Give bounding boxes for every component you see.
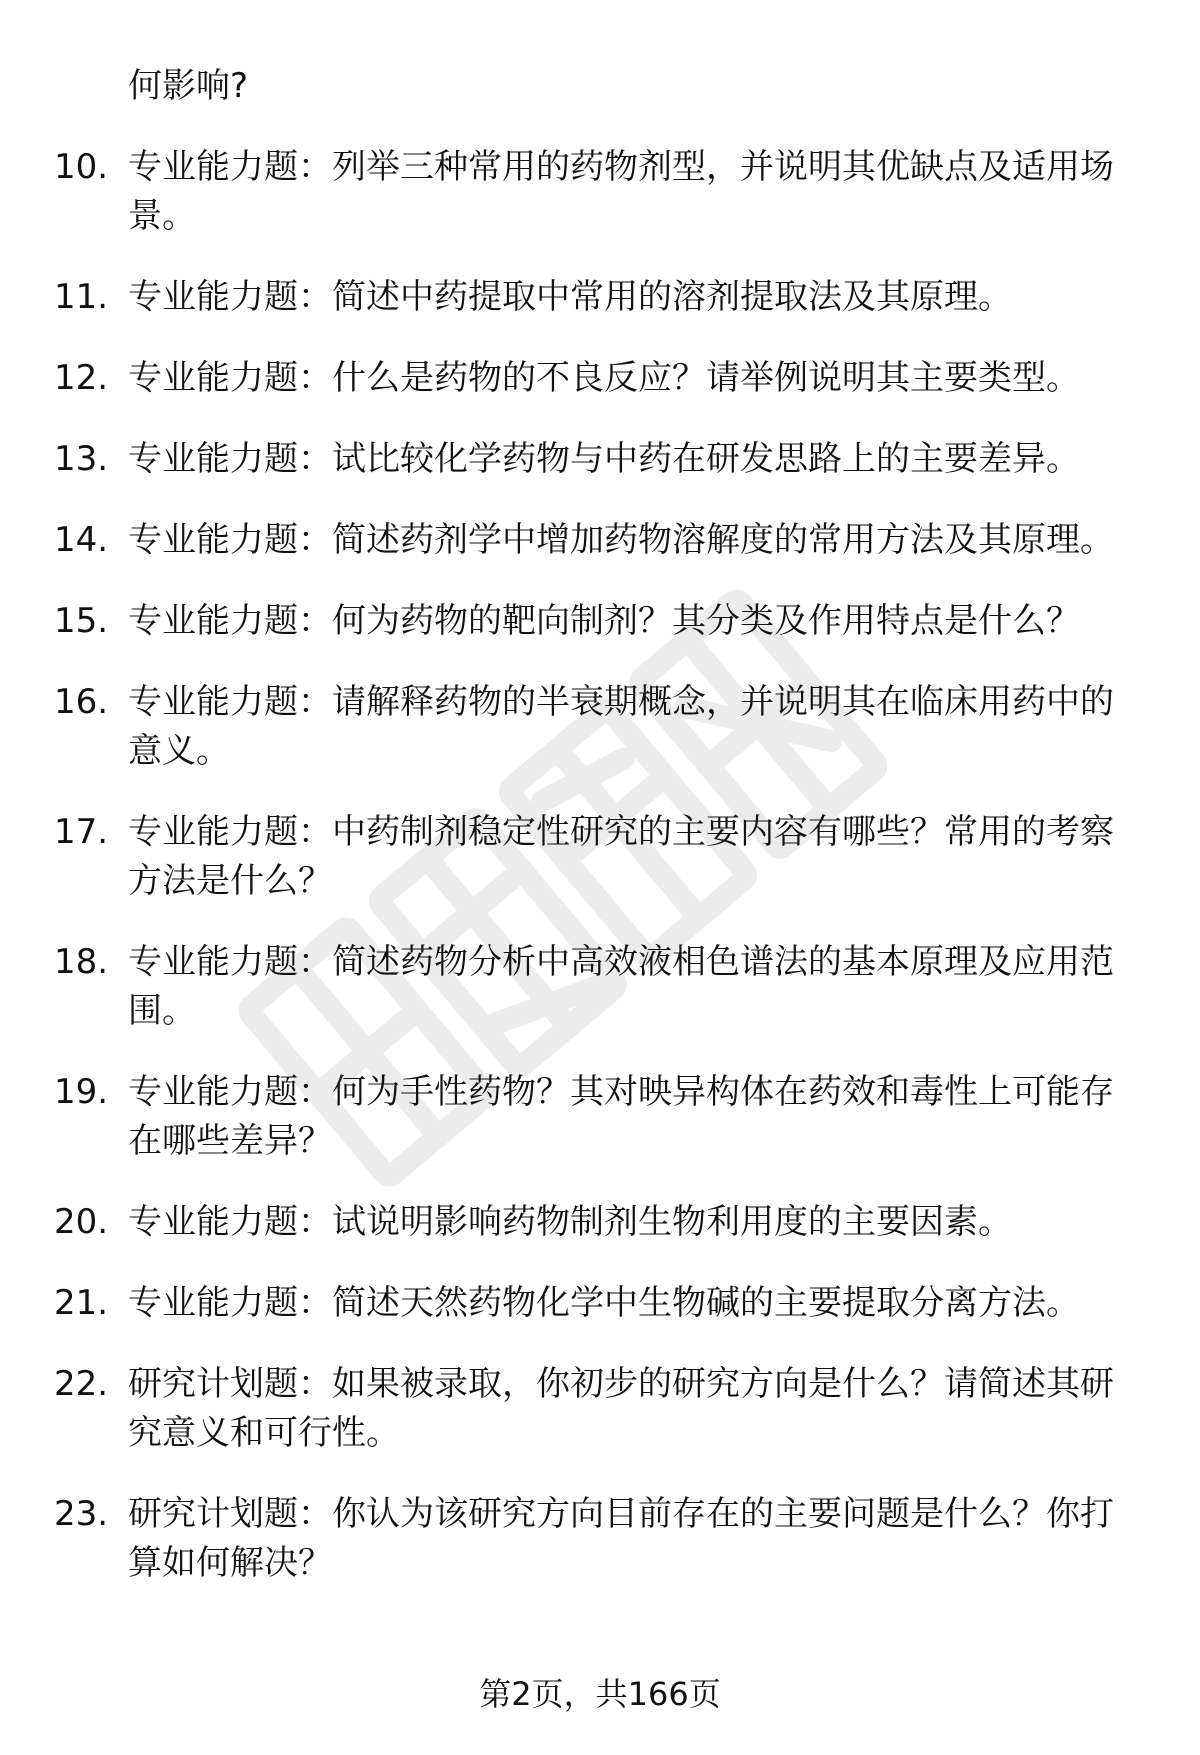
list-item [0,1360,1200,1458]
item-number: 17. [54,812,109,852]
item-number: 23. [54,1494,109,1534]
item-text: 专业能力题：简述药剂学中增加药物溶解度的常用方法及其原理。 [128,520,1114,560]
list-item [0,1198,1200,1247]
list-item [0,435,1200,484]
item-text: 专业能力题：简述药物分析中高效液相色谱法的基本原理及应用范围。 [128,942,1114,1031]
item-number: 12. [54,358,109,398]
item-text: 专业能力题：列举三种常用的药物剂型，并说明其优缺点及适用场景。 [128,147,1114,236]
item-number: 20. [54,1202,109,1242]
list-item [0,938,1200,1036]
list-item [0,354,1200,403]
item-text: 何影响? [128,66,249,106]
item-number: 22. [54,1364,109,1404]
item-text: 专业能力题：何为手性药物？其对映异构体在药效和毒性上可能存在哪些差异？ [128,1072,1114,1161]
item-number: 14. [54,520,109,560]
item-text: 专业能力题：什么是药物的不良反应？请举例说明其主要类型。 [128,358,1080,398]
item-number: 10. [54,147,109,187]
item-number: 15. [54,601,109,641]
list-item [0,273,1200,322]
item-text: 研究计划题：如果被录取，你初步的研究方向是什么？请简述其研究意义和可行性。 [128,1364,1114,1453]
list-item [0,1068,1200,1166]
item-text: 专业能力题：简述中药提取中常用的溶剂提取法及其原理。 [128,277,1012,317]
list-item [0,516,1200,565]
list-item [0,597,1200,646]
item-text: 专业能力题：中药制剂稳定性研究的主要内容有哪些？常用的考察方法是什么？ [128,812,1114,901]
list-item [0,143,1200,241]
item-number: 19. [54,1072,109,1112]
list-item [0,678,1200,776]
page-number: 第2页，共166页 [479,1675,721,1713]
item-number: 13. [54,439,109,479]
item-text: 专业能力题：试比较化学药物与中药在研发思路上的主要差异。 [128,439,1080,479]
list-item [0,62,1200,111]
item-text: 专业能力题：请解释药物的半衰期概念，并说明其在临床用药中的意义。 [128,682,1114,771]
item-number: 18. [54,942,109,982]
item-text: 专业能力题：何为药物的靶向制剂？其分类及作用特点是什么？ [128,601,1080,641]
question-list [0,62,1200,1620]
list-item [0,1490,1200,1588]
list-item [0,1279,1200,1328]
item-text: 专业能力题：试说明影响药物制剂生物利用度的主要因素。 [128,1202,1012,1242]
item-number: 21. [54,1283,109,1323]
item-number: 16. [54,682,109,722]
item-text: 研究计划题：你认为该研究方向目前存在的主要问题是什么？你打算如何解决？ [128,1494,1114,1583]
item-text: 专业能力题：简述天然药物化学中生物碱的主要提取分离方法。 [128,1283,1080,1323]
item-number: 11. [54,277,109,317]
list-item [0,808,1200,906]
